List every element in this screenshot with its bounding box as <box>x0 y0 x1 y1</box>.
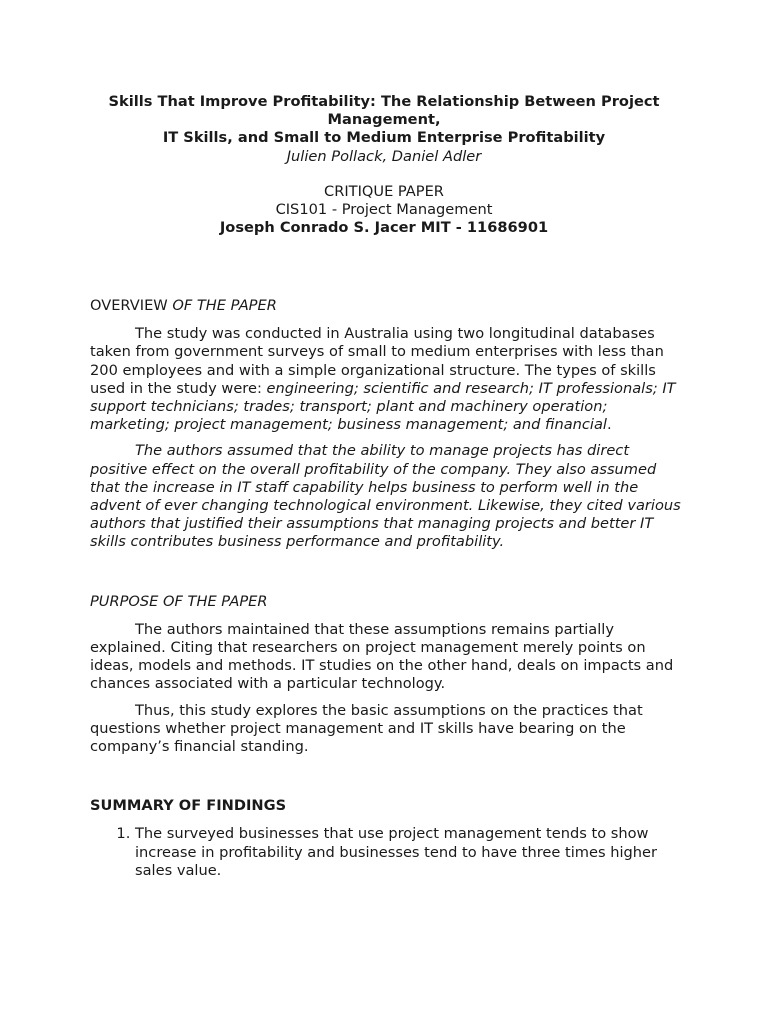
title-line: IT Skills, and Small to Medium Enterprise Profitability <box>162 129 606 147</box>
purpose-paragraph-2: Thus, this study explores the basic assumptions on the practices that questions whether project management and IT skills have bearing on the company’s financial standing. <box>90 701 643 756</box>
title-line: Skills That Improve Profitability: The Relationship Between Project <box>108 93 660 110</box>
overview-heading-a: OVERVIEW <box>90 297 173 314</box>
course-name: CIS101 - Project Management <box>275 201 493 219</box>
summary-heading: SUMMARY OF FINDINGS <box>90 797 287 815</box>
overview-paragraph-1 <box>90 325 690 434</box>
overview-heading-b: OF THE PAPER <box>172 297 277 314</box>
skills-list: engineering; scientific and research; IT professionals; IT support technicians; trades; transport; plant and machinery operation; marketing; project management; business management; and financial <box>90 379 676 434</box>
student-info: Joseph Conrado S. Jacer MIT - 11686901 <box>219 219 549 237</box>
paper-authors: Julien Pollack, Daniel Adler <box>286 147 482 165</box>
summary-section <box>90 797 690 880</box>
purpose-paragraph-1: The authors maintained that these assumptions remains partially explained. Citing that researchers on project management merely points on ideas, models and methods. IT studies on the other hand, deals on impacts and chances associated with a particular technology. <box>90 620 674 693</box>
overview-paragraph-2: The authors assumed that the ability to manage projects has direct positive effect on the overall profitability of the company. They also assumed that the increase in IT staff capability helps business to perform well in the advent of ever changing technological environment. Likewise, they cited various authors that justified their assumptions that managing projects and better IT skills contributes business performance and profitability. <box>90 442 681 551</box>
document-header <box>80 93 688 237</box>
overview-p1-text: The study was conducted in Australia using two longitudinal databases taken from government surveys of small to medium enterprises with less than 200 employees and with a simple organizational structure. The types of skills used in the study were: <box>90 325 664 397</box>
list-item: 1. The surveyed businesses that use project management tends to show increase in profitability and businesses tend to have three times higher sales value. <box>135 825 690 880</box>
purpose-section <box>90 593 690 757</box>
title-line: Management, <box>327 111 441 129</box>
doc-type: CRITIQUE PAPER <box>324 182 444 200</box>
overview-section <box>90 297 690 552</box>
overview-heading <box>90 297 690 315</box>
overview-p1-end: . <box>606 416 612 434</box>
findings-list <box>90 825 690 880</box>
purpose-heading: PURPOSE OF THE PAPER <box>90 592 268 610</box>
document-body <box>90 297 690 880</box>
paper-title <box>80 93 688 148</box>
critique-info <box>80 183 688 238</box>
